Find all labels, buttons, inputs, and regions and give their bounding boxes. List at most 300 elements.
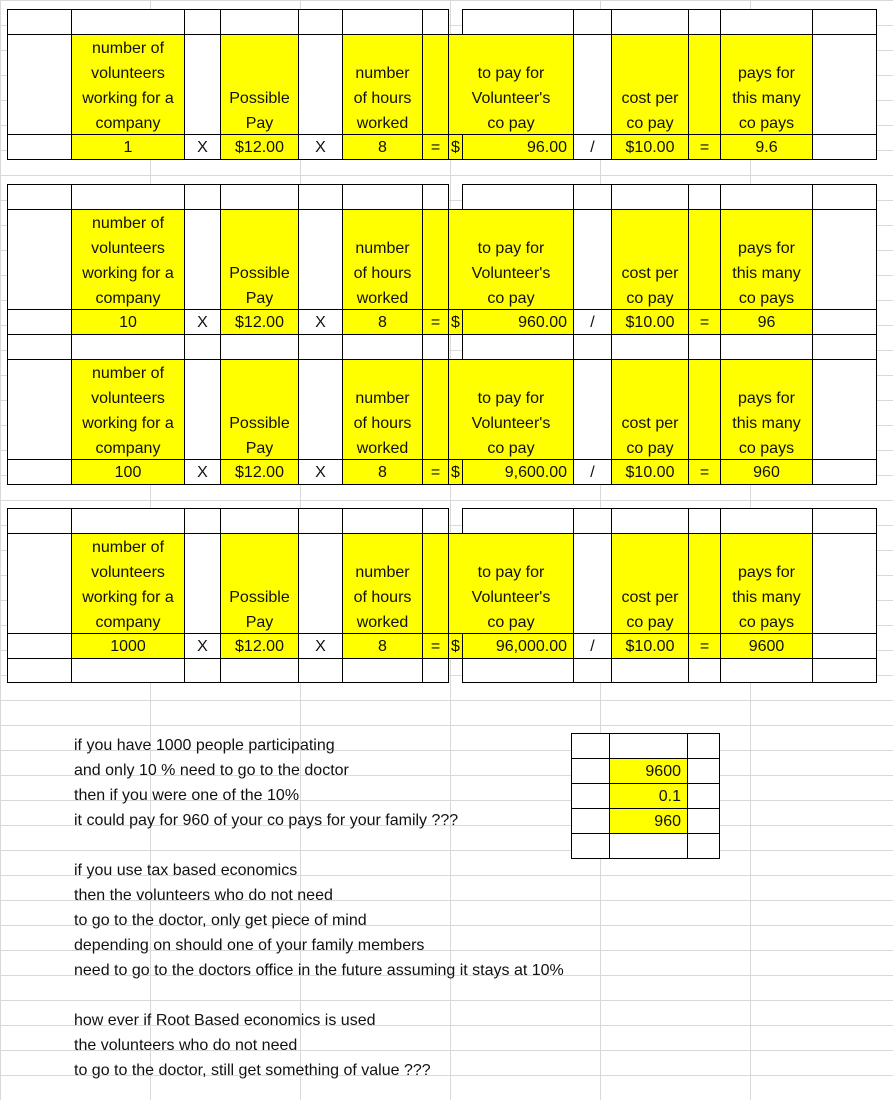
value-div-sign <box>573 459 612 485</box>
header-line: co pay <box>626 290 674 307</box>
paragraph1-line: then if you were one of the 10% <box>74 787 300 804</box>
copay-currency <box>448 459 463 485</box>
empty-cell <box>688 34 721 135</box>
header-line: to pay for <box>477 240 545 257</box>
header-line: number <box>355 65 410 82</box>
empty-cell <box>7 359 72 460</box>
value-eq-sign <box>422 309 449 335</box>
empty-cell <box>462 508 574 534</box>
header-copay <box>448 209 574 310</box>
header-line: Possible <box>229 415 290 432</box>
header-line: number of <box>91 215 165 232</box>
value-result-text: 9.6 <box>755 138 778 156</box>
empty-cell <box>462 184 574 210</box>
header-line: working for a <box>82 265 174 282</box>
empty-cell <box>71 658 185 683</box>
header-line: volunteers <box>91 240 165 257</box>
header-result <box>720 533 813 634</box>
empty-cell <box>7 9 72 35</box>
header-line: co pay <box>626 614 674 631</box>
mini-value-text: 0.1 <box>658 787 681 805</box>
empty-cell <box>571 758 610 784</box>
empty-cell <box>812 309 877 335</box>
header-copay <box>448 533 574 634</box>
paragraph2-line: to go to the doctor, only get piece of mind <box>74 912 367 929</box>
value-hours <box>342 309 423 335</box>
header-cost <box>611 359 689 460</box>
value-x-sign2-text: X <box>315 138 326 156</box>
mini-value <box>609 783 688 809</box>
empty-cell <box>422 184 449 210</box>
header-line: cost per <box>621 589 679 606</box>
header-pay <box>220 34 299 135</box>
value-div-sign-text: / <box>590 463 595 481</box>
empty-cell <box>571 833 610 859</box>
value-cost <box>611 309 689 335</box>
header-line: volunteers <box>91 564 165 581</box>
empty-cell <box>298 658 343 683</box>
header-line: of hours <box>353 415 412 432</box>
value-eq-sign-text: = <box>430 138 441 156</box>
empty-cell <box>688 9 721 35</box>
header-line: Pay <box>245 614 274 631</box>
copay-currency <box>448 309 463 335</box>
header-pay <box>220 209 299 310</box>
value-copay-text: 96,000.00 <box>495 637 567 655</box>
value-eq-sign2 <box>688 134 721 160</box>
value-pay <box>220 459 299 485</box>
copay-currency-text: $ <box>451 138 460 156</box>
empty-cell <box>688 658 721 683</box>
value-eq-sign2-text: = <box>699 637 710 655</box>
empty-cell <box>71 334 185 360</box>
mini-value-text: 960 <box>654 812 681 830</box>
empty-cell <box>812 459 877 485</box>
header-line: co pay <box>487 614 535 631</box>
empty-cell <box>812 658 877 683</box>
header-line: this many <box>732 90 801 107</box>
header-line: Possible <box>229 589 290 606</box>
empty-cell <box>688 359 721 460</box>
empty-cell <box>184 9 221 35</box>
header-line: co pay <box>487 290 535 307</box>
empty-cell <box>7 34 72 135</box>
empty-cell <box>422 334 449 360</box>
header-line: company <box>95 115 161 132</box>
value-x-sign-text: X <box>197 637 208 655</box>
header-volunteers <box>71 533 185 634</box>
value-eq-sign2 <box>688 309 721 335</box>
value-x-sign2-text: X <box>315 637 326 655</box>
value-cost <box>611 134 689 160</box>
empty-cell <box>611 334 689 360</box>
value-cost-text: $10.00 <box>625 463 675 481</box>
header-line: Pay <box>245 115 274 132</box>
empty-cell <box>298 508 343 534</box>
value-eq-sign-text: = <box>430 637 441 655</box>
empty-cell <box>220 334 299 360</box>
value-cost <box>611 459 689 485</box>
value-x-sign2-text: X <box>315 313 326 331</box>
header-line: worked <box>356 440 409 457</box>
header-hours <box>342 533 423 634</box>
mini-value-text: 9600 <box>645 762 681 780</box>
value-cost-text: $10.00 <box>625 313 675 331</box>
header-line: volunteers <box>91 390 165 407</box>
value-volunteers-text: 1 <box>123 138 133 156</box>
paragraph1-line: and only 10 % need to go to the doctor <box>74 762 349 779</box>
header-line: to pay for <box>477 65 545 82</box>
value-result <box>720 309 813 335</box>
value-hours <box>342 134 423 160</box>
header-line: to pay for <box>477 390 545 407</box>
value-x-sign2 <box>298 459 343 485</box>
header-line: to pay for <box>477 564 545 581</box>
value-cost <box>611 633 689 659</box>
empty-cell <box>812 34 877 135</box>
empty-cell <box>812 359 877 460</box>
value-pay <box>220 309 299 335</box>
header-pay <box>220 533 299 634</box>
header-result <box>720 34 813 135</box>
empty-cell <box>611 658 689 683</box>
empty-cell <box>611 184 689 210</box>
empty-cell <box>220 9 299 35</box>
empty-cell <box>7 658 72 683</box>
empty-cell <box>220 508 299 534</box>
value-eq-sign <box>422 459 449 485</box>
value-div-sign <box>573 134 612 160</box>
empty-cell <box>184 334 221 360</box>
header-line: pays for <box>738 65 795 82</box>
header-line: co pays <box>738 440 795 457</box>
empty-cell <box>573 658 612 683</box>
empty-cell <box>184 508 221 534</box>
value-x-sign <box>184 309 221 335</box>
empty-cell <box>462 9 574 35</box>
empty-cell <box>342 508 423 534</box>
empty-cell <box>611 9 689 35</box>
empty-cell <box>298 533 343 634</box>
value-copay <box>462 134 574 160</box>
empty-cell <box>422 34 449 135</box>
header-line: Volunteer's <box>471 90 551 107</box>
value-result <box>720 633 813 659</box>
value-result-text: 9600 <box>748 637 785 655</box>
empty-cell <box>422 533 449 634</box>
header-cost <box>611 533 689 634</box>
header-line: working for a <box>82 90 174 107</box>
value-result <box>720 134 813 160</box>
value-volunteers <box>71 134 185 160</box>
value-copay-text: 960.00 <box>518 313 567 331</box>
empty-cell <box>7 459 72 485</box>
value-hours-text: 8 <box>378 313 387 331</box>
header-copay <box>448 34 574 135</box>
empty-cell <box>71 9 185 35</box>
empty-cell <box>298 184 343 210</box>
empty-cell <box>422 9 449 35</box>
header-line: number of <box>91 539 165 556</box>
empty-cell <box>7 134 72 160</box>
value-eq-sign-text: = <box>430 313 441 331</box>
value-eq-sign2-text: = <box>699 138 710 156</box>
header-line: number <box>355 564 410 581</box>
value-eq-sign <box>422 633 449 659</box>
empty-cell <box>220 184 299 210</box>
header-line: company <box>95 440 161 457</box>
header-result <box>720 359 813 460</box>
empty-cell <box>688 533 721 634</box>
header-pay <box>220 359 299 460</box>
empty-cell <box>298 334 343 360</box>
empty-cell <box>342 334 423 360</box>
value-cost-text: $10.00 <box>625 637 675 655</box>
empty-cell <box>688 184 721 210</box>
value-x-sign-text: X <box>197 138 208 156</box>
header-line: Pay <box>245 440 274 457</box>
header-cost <box>611 209 689 310</box>
value-pay <box>220 134 299 160</box>
header-line: co pay <box>487 115 535 132</box>
header-volunteers <box>71 209 185 310</box>
value-x-sign-text: X <box>197 463 208 481</box>
empty-cell <box>687 758 720 784</box>
empty-cell <box>7 309 72 335</box>
empty-cell <box>687 783 720 809</box>
empty-cell <box>7 209 72 310</box>
empty-cell <box>687 808 720 834</box>
empty-cell <box>573 359 612 460</box>
empty-cell <box>812 334 877 360</box>
empty-cell <box>422 508 449 534</box>
copay-currency <box>448 134 463 160</box>
empty-cell <box>7 533 72 634</box>
value-pay <box>220 633 299 659</box>
value-volunteers-text: 100 <box>114 463 142 481</box>
empty-cell <box>687 833 720 859</box>
header-line: Volunteer's <box>471 589 551 606</box>
empty-cell <box>7 334 72 360</box>
empty-cell <box>571 783 610 809</box>
value-copay <box>462 633 574 659</box>
empty-cell <box>184 209 221 310</box>
header-line: co pay <box>626 440 674 457</box>
header-line: number of <box>91 40 165 57</box>
mini-value <box>609 808 688 834</box>
empty-cell <box>687 733 720 759</box>
header-line: number <box>355 240 410 257</box>
header-line: number of <box>91 365 165 382</box>
empty-cell <box>611 508 689 534</box>
empty-cell <box>342 184 423 210</box>
empty-cell <box>7 508 72 534</box>
empty-cell <box>812 209 877 310</box>
paragraph2-line: then the volunteers who do not need <box>74 887 333 904</box>
value-x-sign2 <box>298 309 343 335</box>
copay-currency <box>448 633 463 659</box>
value-volunteers-text: 10 <box>119 313 137 331</box>
empty-cell <box>812 9 877 35</box>
paragraph3-line: to go to the doctor, still get something of value ??? <box>74 1062 431 1079</box>
value-hours-text: 8 <box>378 463 387 481</box>
mini-value <box>609 758 688 784</box>
value-hours-text: 8 <box>378 138 387 156</box>
header-line: company <box>95 290 161 307</box>
header-hours <box>342 359 423 460</box>
header-line: Volunteer's <box>471 415 551 432</box>
empty-cell <box>298 359 343 460</box>
value-eq-sign2-text: = <box>699 313 710 331</box>
empty-cell <box>422 658 449 683</box>
value-hours <box>342 633 423 659</box>
empty-cell <box>573 533 612 634</box>
value-pay-text: $12.00 <box>235 637 284 655</box>
value-div-sign-text: / <box>590 313 595 331</box>
value-eq-sign2 <box>688 633 721 659</box>
value-x-sign <box>184 459 221 485</box>
value-eq-sign2-text: = <box>699 463 710 481</box>
value-div-sign-text: / <box>590 637 595 655</box>
empty-cell <box>720 9 813 35</box>
empty-cell <box>184 359 221 460</box>
header-line: Volunteer's <box>471 265 551 282</box>
value-copay-text: 9,600.00 <box>504 463 567 481</box>
empty-cell <box>342 9 423 35</box>
header-volunteers <box>71 359 185 460</box>
value-x-sign2-text: X <box>315 463 326 481</box>
empty-cell <box>298 209 343 310</box>
empty-cell <box>573 34 612 135</box>
header-line: co pays <box>738 614 795 631</box>
empty-cell <box>720 658 813 683</box>
value-x-sign <box>184 633 221 659</box>
empty-cell <box>812 508 877 534</box>
empty-cell <box>422 359 449 460</box>
value-div-sign <box>573 309 612 335</box>
empty-cell <box>571 733 610 759</box>
empty-cell <box>7 184 72 210</box>
value-volunteers <box>71 633 185 659</box>
header-result <box>720 209 813 310</box>
header-copay <box>448 359 574 460</box>
empty-cell <box>573 184 612 210</box>
header-cost <box>611 34 689 135</box>
header-line: cost per <box>621 415 679 432</box>
empty-cell <box>571 808 610 834</box>
value-x-sign-text: X <box>197 313 208 331</box>
value-eq-sign <box>422 134 449 160</box>
paragraph2-line: if you use tax based economics <box>74 862 298 879</box>
value-result-text: 960 <box>753 463 780 481</box>
paragraph1-line: it could pay for 960 of your co pays for your family ??? <box>74 812 459 829</box>
header-line: this many <box>732 265 801 282</box>
header-line: of hours <box>353 589 412 606</box>
header-volunteers <box>71 34 185 135</box>
header-line: co pays <box>738 115 795 132</box>
empty-cell <box>609 733 688 759</box>
header-line: worked <box>356 115 409 132</box>
paragraph1-line: if you have 1000 people participating <box>74 737 335 754</box>
header-line: cost per <box>621 90 679 107</box>
value-x-sign2 <box>298 633 343 659</box>
empty-cell <box>720 184 813 210</box>
empty-cell <box>7 633 72 659</box>
header-line: co pay <box>487 440 535 457</box>
empty-cell <box>462 658 574 683</box>
value-volunteers <box>71 459 185 485</box>
copay-currency-text: $ <box>451 463 460 481</box>
empty-cell <box>298 34 343 135</box>
header-line: of hours <box>353 265 412 282</box>
empty-cell <box>298 9 343 35</box>
value-x-sign2 <box>298 134 343 160</box>
header-line: Possible <box>229 90 290 107</box>
empty-cell <box>573 334 612 360</box>
value-x-sign <box>184 134 221 160</box>
value-hours-text: 8 <box>378 637 387 655</box>
header-line: company <box>95 614 161 631</box>
header-hours <box>342 209 423 310</box>
empty-cell <box>688 209 721 310</box>
value-div-sign <box>573 633 612 659</box>
paragraph3-line: the volunteers who do not need <box>74 1037 298 1054</box>
empty-cell <box>573 508 612 534</box>
empty-cell <box>184 184 221 210</box>
value-copay <box>462 459 574 485</box>
empty-cell <box>71 508 185 534</box>
header-hours <box>342 34 423 135</box>
empty-cell <box>71 184 185 210</box>
empty-cell <box>573 209 612 310</box>
empty-cell <box>720 334 813 360</box>
header-line: this many <box>732 415 801 432</box>
empty-cell <box>812 633 877 659</box>
value-hours <box>342 459 423 485</box>
value-copay <box>462 309 574 335</box>
header-line: co pay <box>626 115 674 132</box>
header-line: pays for <box>738 240 795 257</box>
header-line: worked <box>356 290 409 307</box>
empty-cell <box>720 508 813 534</box>
value-result-text: 96 <box>757 313 776 331</box>
empty-cell <box>184 533 221 634</box>
value-div-sign-text: / <box>590 138 595 156</box>
value-eq-sign2 <box>688 459 721 485</box>
header-line: working for a <box>82 415 174 432</box>
value-result <box>720 459 813 485</box>
header-line: number <box>355 390 410 407</box>
value-cost-text: $10.00 <box>625 138 675 156</box>
empty-cell <box>609 833 688 859</box>
copay-currency-text: $ <box>451 313 460 331</box>
value-pay-text: $12.00 <box>235 138 284 156</box>
header-line: pays for <box>738 390 795 407</box>
header-line: pays for <box>738 564 795 581</box>
empty-cell <box>184 34 221 135</box>
paragraph3-line: how ever if Root Based economics is used <box>74 1012 376 1029</box>
header-line: Possible <box>229 265 290 282</box>
header-line: working for a <box>82 589 174 606</box>
empty-cell <box>462 334 574 360</box>
value-pay-text: $12.00 <box>235 313 284 331</box>
header-line: this many <box>732 589 801 606</box>
header-line: worked <box>356 614 409 631</box>
paragraph2-line: depending on should one of your family members <box>74 937 425 954</box>
value-volunteers-text: 1000 <box>110 637 146 655</box>
value-pay-text: $12.00 <box>235 463 284 481</box>
header-line: of hours <box>353 90 412 107</box>
